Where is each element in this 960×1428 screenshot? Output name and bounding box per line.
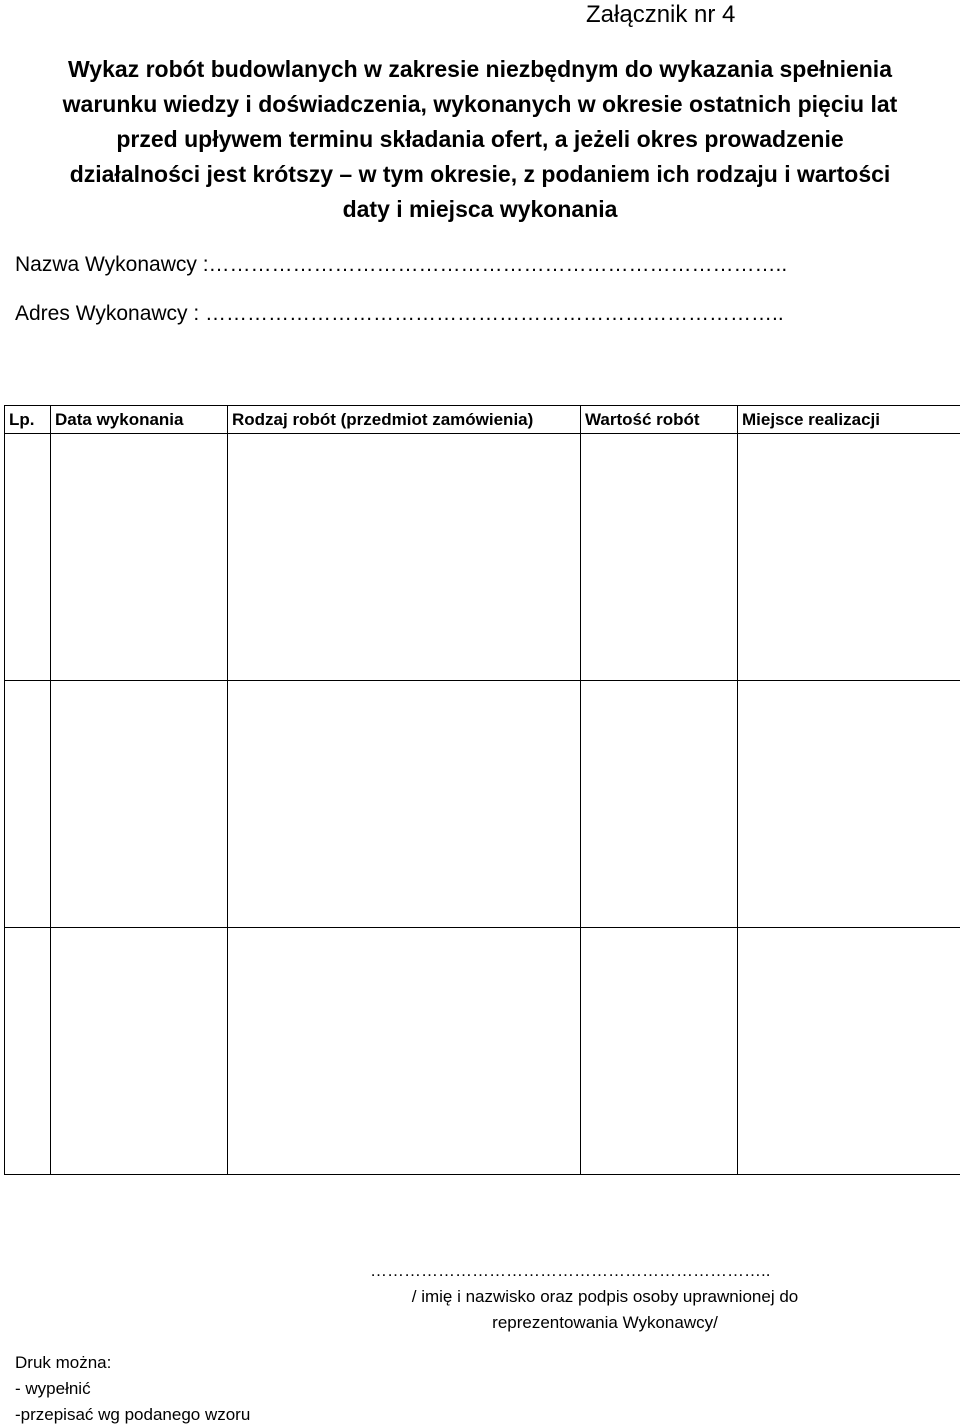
print-note-option: -przepisać wg podanego wzoru bbox=[15, 1402, 250, 1428]
cell-work-type[interactable] bbox=[228, 928, 581, 1175]
header-work-type: Rodzaj robót (przedmiot zamówienia) bbox=[228, 406, 581, 434]
title-line: przed upływem terminu składania ofert, a jeżeli okres prowadzenie bbox=[0, 122, 960, 157]
table-row bbox=[5, 681, 960, 928]
cell-work-type[interactable] bbox=[228, 681, 581, 928]
cell-place[interactable] bbox=[738, 928, 960, 1175]
signature-caption-line2: reprezentowania Wykonawcy/ bbox=[370, 1310, 840, 1336]
header-date: Data wykonania bbox=[51, 406, 228, 434]
title-line: warunku wiedzy i doświadczenia, wykonanych w okresie ostatnich pięciu lat bbox=[0, 87, 960, 122]
header-value: Wartość robót bbox=[581, 406, 738, 434]
contractor-name-field[interactable]: Nazwa Wykonawcy :……………………………………………………………………….. bbox=[15, 252, 787, 278]
print-note bbox=[15, 1350, 250, 1428]
document-title bbox=[0, 52, 960, 227]
print-note-option: - wypełnić bbox=[15, 1376, 250, 1402]
cell-value[interactable] bbox=[581, 434, 738, 681]
cell-lp[interactable] bbox=[5, 928, 51, 1175]
cell-value[interactable] bbox=[581, 681, 738, 928]
cell-date[interactable] bbox=[51, 434, 228, 681]
table-row bbox=[5, 434, 960, 681]
cell-lp[interactable] bbox=[5, 681, 51, 928]
cell-place[interactable] bbox=[738, 434, 960, 681]
print-note-heading: Druk można: bbox=[15, 1350, 250, 1376]
cell-lp[interactable] bbox=[5, 434, 51, 681]
cell-date[interactable] bbox=[51, 681, 228, 928]
cell-date[interactable] bbox=[51, 928, 228, 1175]
works-table bbox=[4, 405, 960, 1175]
contractor-address-field[interactable]: Adres Wykonawcy : ……………………………………………………………………….. bbox=[15, 301, 784, 327]
title-line: daty i miejsca wykonania bbox=[0, 192, 960, 227]
table-row bbox=[5, 928, 960, 1175]
attachment-label: Załącznik nr 4 bbox=[586, 0, 735, 30]
cell-work-type[interactable] bbox=[228, 434, 581, 681]
cell-place[interactable] bbox=[738, 681, 960, 928]
header-place: Miejsce realizacji bbox=[738, 406, 960, 434]
cell-value[interactable] bbox=[581, 928, 738, 1175]
table-header-row bbox=[5, 406, 960, 434]
signature-caption-line1: / imię i nazwisko oraz podpis osoby uprawnionej do bbox=[370, 1284, 840, 1310]
header-lp: Lp. bbox=[5, 406, 51, 434]
title-line: Wykaz robót budowlanych w zakresie niezbędnym do wykazania spełnienia bbox=[0, 52, 960, 87]
signature-block bbox=[370, 1258, 890, 1336]
signature-line[interactable]: …………………………………………………………….. bbox=[370, 1258, 890, 1284]
title-line: działalności jest krótszy – w tym okresie, z podaniem ich rodzaju i wartości bbox=[0, 157, 960, 192]
